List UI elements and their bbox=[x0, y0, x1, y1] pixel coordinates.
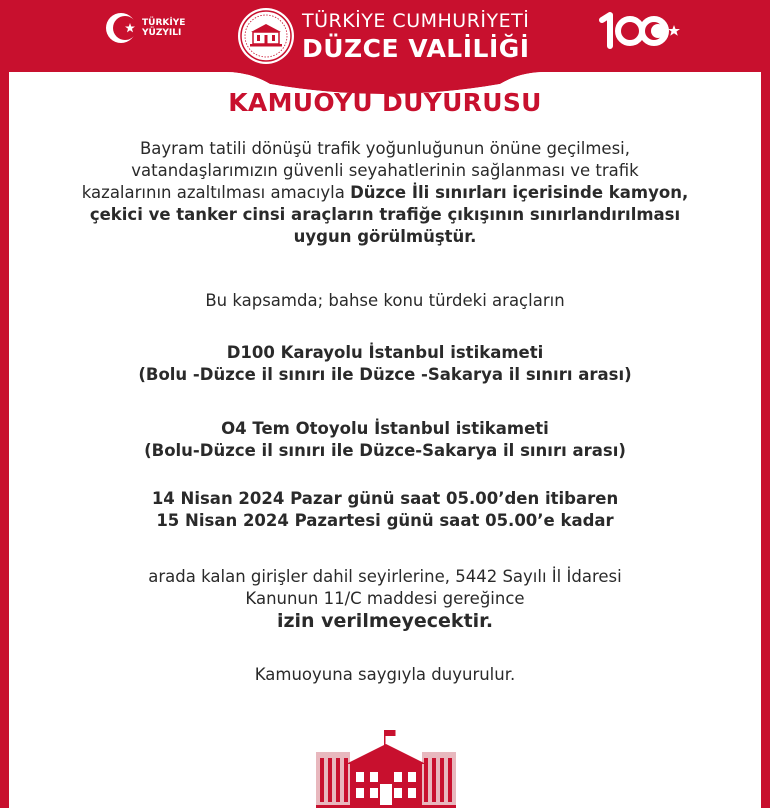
paragraph-closing: Kamuoyuna saygıyla duyurulur. bbox=[254, 665, 516, 684]
turkiye-yuzyili-line1: TÜRKİYE bbox=[142, 18, 186, 28]
paragraph-scope: Bu kapsamda; bahse konu türdeki araçların bbox=[205, 291, 565, 310]
intro-line-3 bbox=[15, 182, 755, 204]
d100-route-line-2: (Bolu -Düzce il sınırı ile Düzce -Sakarya il sınırı arası) bbox=[138, 365, 632, 384]
legal-line-2: Kanunun 11/C maddesi gereğince bbox=[245, 589, 525, 608]
o4-route-line-1: O4 Tem Otoyolu İstanbul istikameti bbox=[221, 419, 549, 438]
d100-route-line-1: D100 Karayolu İstanbul istikameti bbox=[226, 343, 544, 362]
governorship-emblem-icon bbox=[236, 6, 296, 66]
paragraph-o4-route bbox=[15, 418, 755, 462]
governorship-building-icon bbox=[316, 726, 456, 808]
dates-line-2: 15 Nisan 2024 Pazartesi günü saat 05.00’e kadar bbox=[156, 511, 614, 530]
turkiye-yuzyili-line2: YÜZYILI bbox=[142, 28, 182, 38]
intro-line-4: çekici ve tanker cinsi araçların trafiğe çıkışının sınırlandırılması bbox=[89, 205, 681, 224]
intro-line-5: uygun görülmüştür. bbox=[293, 227, 477, 246]
intro-line-1: Bayram tatili dönüşü trafik yoğunluğunun önüne geçilmesi, bbox=[139, 139, 630, 158]
government-name: TÜRKİYE CUMHURİYETİ bbox=[302, 10, 530, 32]
100th-year-logo-icon bbox=[598, 10, 688, 54]
o4-route-line-2: (Bolu-Düzce il sınırı ile Düzce-Sakarya il sınırı arası) bbox=[144, 441, 626, 460]
legal-line-1: arada kalan girişler dahil seyirlerine, 5442 Sayılı İl İdaresi bbox=[148, 567, 622, 586]
crescent-icon bbox=[104, 11, 138, 45]
turkiye-yuzyili-logo bbox=[104, 8, 204, 48]
governorship-name: DÜZCE VALİLİĞİ bbox=[302, 34, 530, 63]
announcement-title: KAMUOYU DUYURUSU bbox=[228, 88, 542, 117]
paragraph-d100-route bbox=[15, 342, 755, 386]
intro-line-3-plain: kazalarının azaltılması amacıyla bbox=[81, 183, 351, 202]
paragraph-legal bbox=[15, 566, 755, 632]
paragraph-dates bbox=[15, 488, 755, 532]
dates-line-1: 14 Nisan 2024 Pazar günü saat 05.00’den itibaren bbox=[151, 489, 619, 508]
intro-line-2: vatandaşlarımızın güvenli seyahatlerinin sağlanması ve trafik bbox=[131, 161, 639, 180]
paragraph-intro bbox=[15, 138, 755, 248]
legal-line-3: izin verilmeyecektir. bbox=[276, 610, 494, 632]
intro-line-3-bold: Düzce İli sınırları içerisinde kamyon, bbox=[350, 183, 689, 202]
